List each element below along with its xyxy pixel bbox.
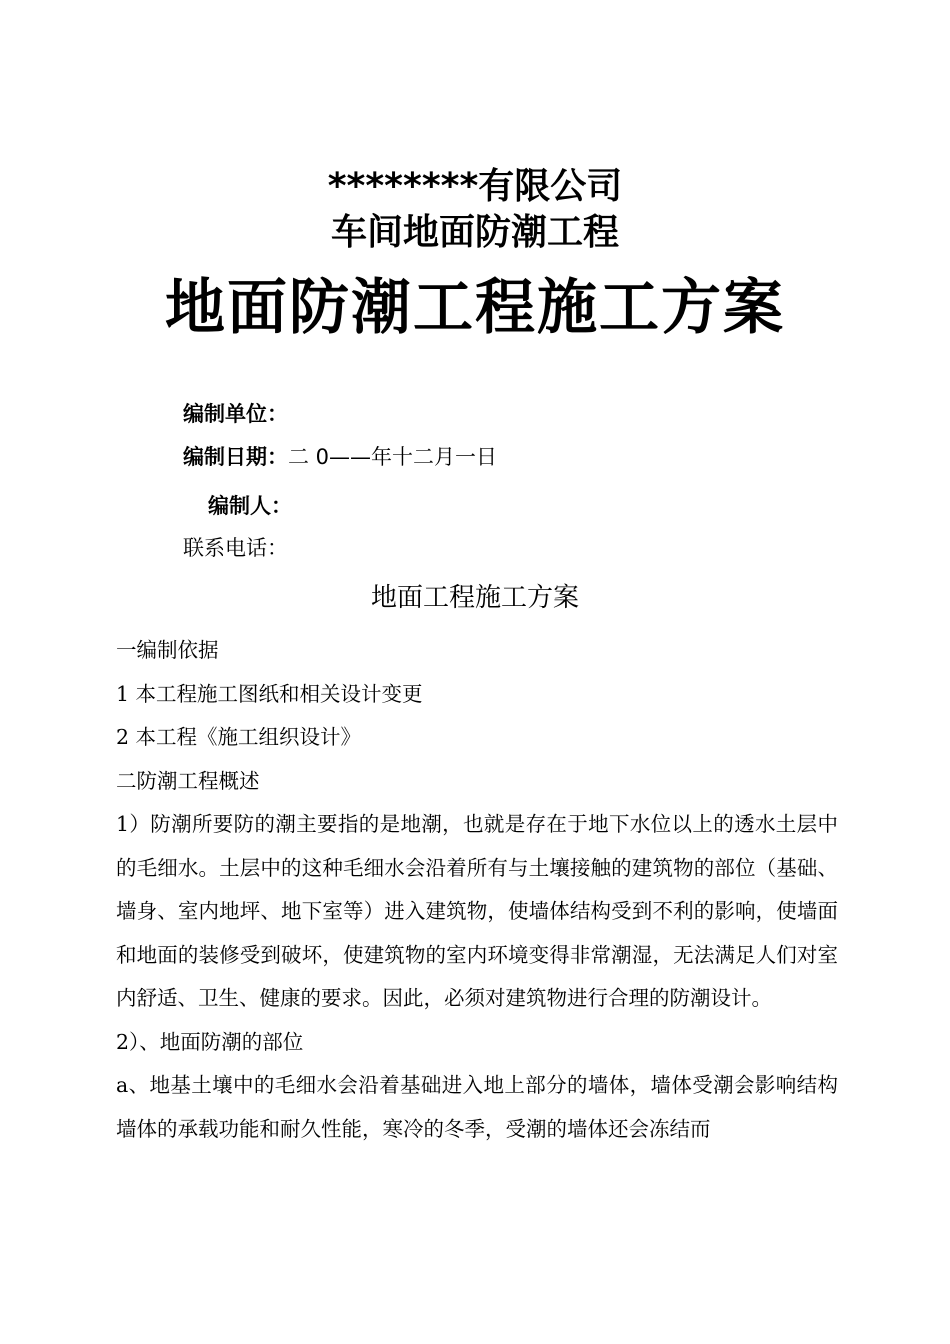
- basis-item: 1 本工程施工图纸和相关设计变更: [116, 681, 423, 706]
- meta-person-label: 编制人：: [208, 494, 292, 518]
- meta-unit: [183, 400, 288, 428]
- meta-person: [208, 492, 292, 520]
- basis-item: 2 本工程《施工组织设计》: [116, 725, 362, 749]
- subheading-location: 2）、地面防潮的部位: [116, 1029, 304, 1054]
- meta-phone: [183, 534, 288, 562]
- project-name: 车间地面防潮工程: [330, 212, 619, 253]
- company-name: ********有限公司: [327, 166, 623, 207]
- document-body: [116, 629, 838, 1151]
- heading-overview: 二防潮工程概述: [116, 768, 260, 793]
- meta-date-label: 编制日期：: [183, 445, 288, 469]
- paragraph: a、地基土壤中的毛细水会沿着基础进入地上部分的墙体，墙体受潮会影响结构墙体的承载功能和耐久性能，寒冷的冬季，受潮的墙体还会冻结而: [116, 1073, 838, 1141]
- meta-phone-label: 联系电话：: [183, 536, 288, 560]
- meta-unit-label: 编制单位：: [183, 402, 288, 426]
- meta-date: [183, 443, 497, 471]
- document-title: 地面防潮工程施工方案: [165, 273, 785, 343]
- heading-basis: 一编制依据: [116, 638, 219, 662]
- section-title: 地面工程施工方案: [370, 583, 579, 613]
- paragraph: 1）防潮所要防的潮主要指的是地潮，也就是存在于地下水位以上的透水土层中的毛细水。土层中的这种毛细水会沿着所有与土壤接触的建筑物的部位（基础、墙身、室内地坪、地下室等）进入建筑物，使墙体结构受到不利的影响，使墙面和地面的装修受到破坏，使建筑物的室内环境变得非常潮湿，无法满足人们对室内舒适、卫生、健康的要求。因此，必须对建筑物进行合理的防潮设计。: [116, 812, 838, 1010]
- meta-date-value: 二 0——年十二月一日: [288, 445, 498, 469]
